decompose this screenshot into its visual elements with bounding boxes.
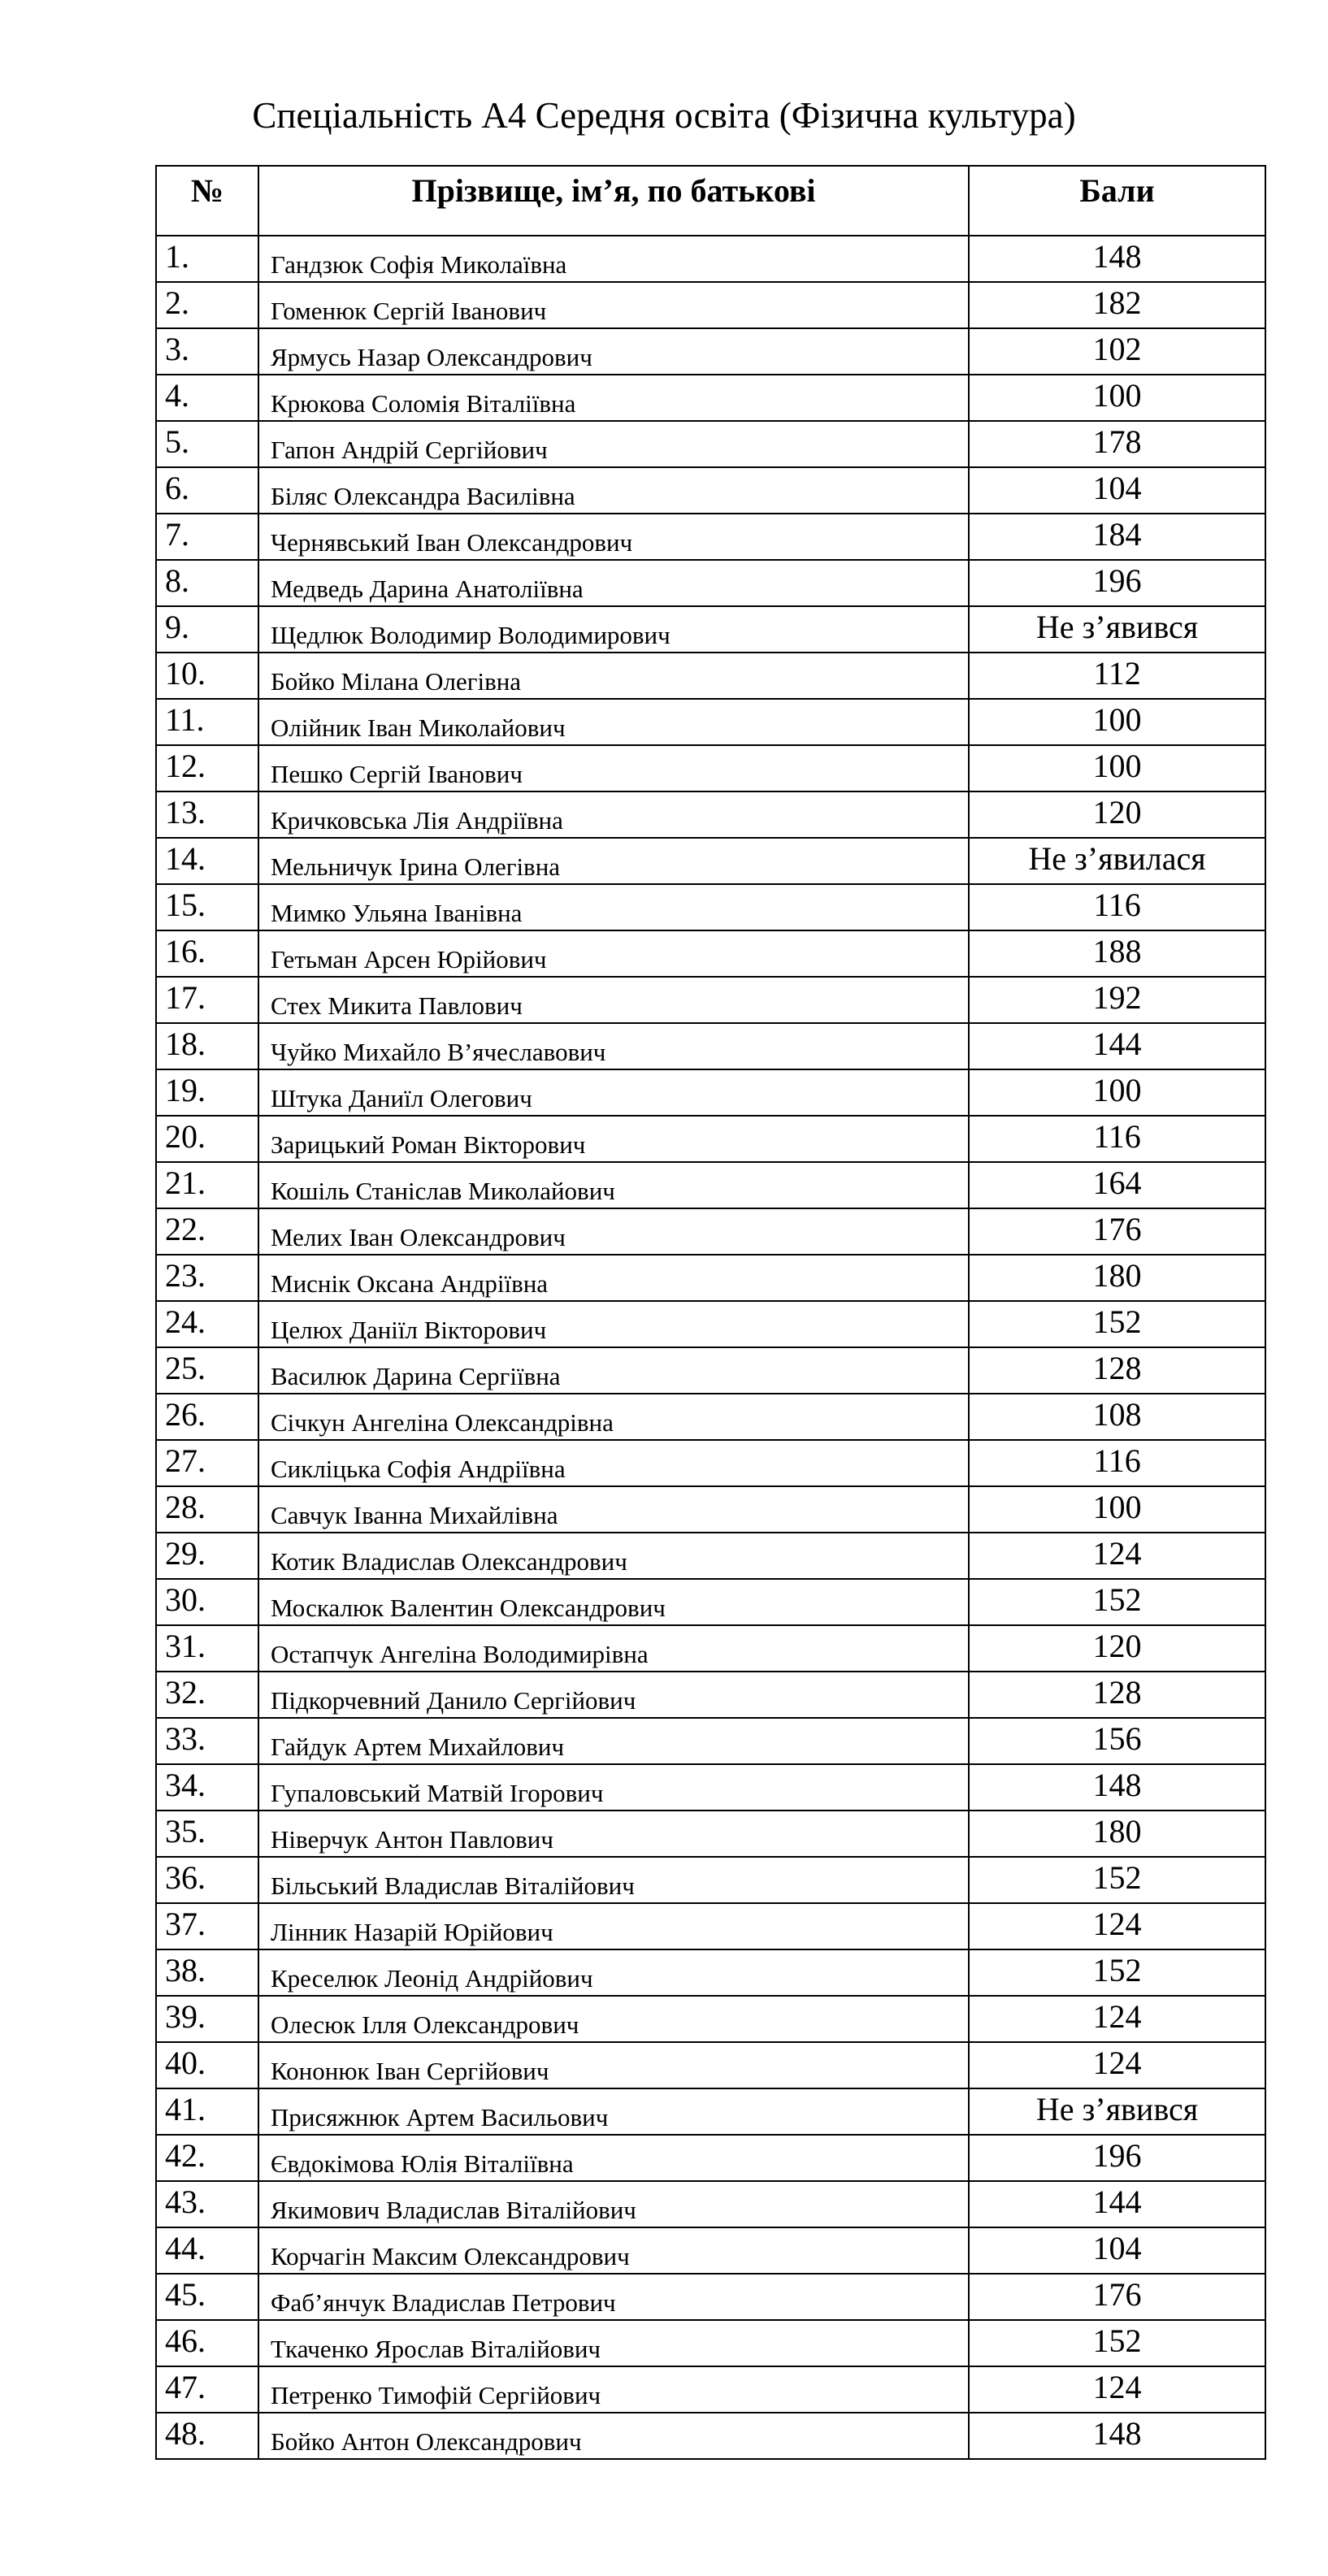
row-score: 112 (969, 653, 1265, 699)
row-score: 152 (969, 1579, 1265, 1625)
row-number: 2. (156, 282, 258, 328)
row-full-name: Олійник Іван Миколайович (258, 699, 969, 745)
row-number: 10. (156, 653, 258, 699)
row-score: 116 (969, 1116, 1265, 1162)
row-number: 3. (156, 328, 258, 375)
row-score: 184 (969, 514, 1265, 560)
row-full-name: Олесюк Ілля Олександрович (258, 1996, 969, 2042)
row-full-name: Крюкова Соломія Віталіївна (258, 375, 969, 421)
table-row (156, 884, 1265, 930)
row-number: 48. (156, 2413, 258, 2459)
row-score: 100 (969, 745, 1265, 791)
row-full-name: Гайдук Артем Михайлович (258, 1718, 969, 1764)
row-full-name: Гетьман Арсен Юрійович (258, 930, 969, 977)
table-row (156, 1579, 1265, 1625)
row-full-name: Мельничук Ірина Олегівна (258, 838, 969, 884)
table-row (156, 745, 1265, 791)
table-row (156, 1672, 1265, 1718)
row-score: 116 (969, 1440, 1265, 1486)
row-full-name: Миснік Оксана Андріївна (258, 1255, 969, 1301)
row-score: 180 (969, 1811, 1265, 1857)
row-number: 1. (156, 236, 258, 282)
row-full-name: Целюх Даніїл Вікторович (258, 1301, 969, 1347)
row-score: 144 (969, 1023, 1265, 1069)
row-number: 5. (156, 421, 258, 467)
row-full-name: Щедлюк Володимир Володимирович (258, 606, 969, 653)
row-number: 46. (156, 2320, 258, 2366)
row-full-name: Кричковська Лія Андріївна (258, 791, 969, 838)
page-title: Спеціальність А4 Середня освіта (Фізична культура) (252, 95, 1076, 136)
row-full-name: Корчагін Максим Олександрович (258, 2227, 969, 2274)
row-full-name: Євдокімова Юлія Віталіївна (258, 2135, 969, 2181)
row-full-name: Мелих Іван Олександрович (258, 1208, 969, 1255)
row-full-name: Зарицький Роман Вікторович (258, 1116, 969, 1162)
table-row (156, 1533, 1265, 1579)
table-row (156, 1023, 1265, 1069)
row-number: 23. (156, 1255, 258, 1301)
table-row (156, 1116, 1265, 1162)
row-score: 100 (969, 1069, 1265, 1116)
row-score: 128 (969, 1672, 1265, 1718)
row-full-name: Креселюк Леонід Андрійович (258, 1949, 969, 1996)
row-number: 18. (156, 1023, 258, 1069)
row-full-name: Пешко Сергій Іванович (258, 745, 969, 791)
row-full-name: Якимович Владислав Віталійович (258, 2181, 969, 2227)
row-score: 148 (969, 1764, 1265, 1811)
row-score: 180 (969, 1255, 1265, 1301)
row-score: Не з’явився (969, 606, 1265, 653)
row-number: 15. (156, 884, 258, 930)
row-full-name: Кононюк Іван Сергійович (258, 2042, 969, 2088)
row-full-name: Ярмусь Назар Олександрович (258, 328, 969, 375)
table-row (156, 2181, 1265, 2227)
row-score: 124 (969, 1903, 1265, 1949)
row-number: 25. (156, 1347, 258, 1394)
table-row (156, 421, 1265, 467)
table-row (156, 1811, 1265, 1857)
row-score: 196 (969, 2135, 1265, 2181)
row-full-name: Медведь Дарина Анатоліївна (258, 560, 969, 606)
table-row (156, 1949, 1265, 1996)
row-full-name: Петренко Тимофій Сергійович (258, 2366, 969, 2413)
table-row (156, 699, 1265, 745)
row-full-name: Мимко Ульяна Іванівна (258, 884, 969, 930)
table-row (156, 1069, 1265, 1116)
row-score: 104 (969, 467, 1265, 514)
row-number: 24. (156, 1301, 258, 1347)
results-table (155, 165, 1266, 2460)
row-score: 128 (969, 1347, 1265, 1394)
row-number: 37. (156, 1903, 258, 1949)
row-number: 31. (156, 1625, 258, 1672)
row-full-name: Василюк Дарина Сергіївна (258, 1347, 969, 1394)
row-full-name: Підкорчевний Данило Сергійович (258, 1672, 969, 1718)
row-score: 192 (969, 977, 1265, 1023)
row-score: 108 (969, 1394, 1265, 1440)
table-row (156, 653, 1265, 699)
table-row (156, 1718, 1265, 1764)
row-score: 148 (969, 2413, 1265, 2459)
row-full-name: Біляс Олександра Василівна (258, 467, 969, 514)
row-number: 11. (156, 699, 258, 745)
row-full-name: Гупаловський Матвій Ігорович (258, 1764, 969, 1811)
row-number: 21. (156, 1162, 258, 1208)
row-score: Не з’явився (969, 2088, 1265, 2135)
table-row (156, 1625, 1265, 1672)
table-row (156, 977, 1265, 1023)
table-row (156, 1162, 1265, 1208)
row-full-name: Гоменюк Сергій Іванович (258, 282, 969, 328)
row-full-name: Сикліцька Софія Андріївна (258, 1440, 969, 1486)
row-number: 45. (156, 2274, 258, 2320)
table-row (156, 1301, 1265, 1347)
table-header (156, 166, 1265, 236)
row-number: 32. (156, 1672, 258, 1718)
table-row (156, 328, 1265, 375)
table-row (156, 1764, 1265, 1811)
row-score: 124 (969, 1996, 1265, 2042)
table-row (156, 2042, 1265, 2088)
row-full-name: Більський Владислав Віталійович (258, 1857, 969, 1903)
row-score: 152 (969, 2320, 1265, 2366)
row-full-name: Ткаченко Ярослав Віталійович (258, 2320, 969, 2366)
row-score: 100 (969, 375, 1265, 421)
row-full-name: Фаб’янчук Владислав Петрович (258, 2274, 969, 2320)
header-row (156, 166, 1265, 236)
table-row (156, 2274, 1265, 2320)
header-score: Бали (969, 166, 1265, 236)
row-number: 43. (156, 2181, 258, 2227)
row-full-name: Гандзюк Софія Миколаївна (258, 236, 969, 282)
row-number: 4. (156, 375, 258, 421)
header-number: № (156, 166, 258, 236)
table-row (156, 2135, 1265, 2181)
row-full-name: Москалюк Валентин Олександрович (258, 1579, 969, 1625)
row-score: 152 (969, 1949, 1265, 1996)
row-score: 196 (969, 560, 1265, 606)
row-number: 26. (156, 1394, 258, 1440)
table-row (156, 1486, 1265, 1533)
table-row (156, 791, 1265, 838)
row-score: 152 (969, 1301, 1265, 1347)
row-number: 19. (156, 1069, 258, 1116)
row-full-name: Ніверчук Антон Павлович (258, 1811, 969, 1857)
row-number: 20. (156, 1116, 258, 1162)
table-row (156, 1347, 1265, 1394)
table-row (156, 606, 1265, 653)
row-number: 9. (156, 606, 258, 653)
row-number: 28. (156, 1486, 258, 1533)
row-score: 156 (969, 1718, 1265, 1764)
table-row (156, 1394, 1265, 1440)
row-number: 7. (156, 514, 258, 560)
table-row (156, 514, 1265, 560)
row-number: 40. (156, 2042, 258, 2088)
table-row (156, 2413, 1265, 2459)
row-score: 116 (969, 884, 1265, 930)
row-number: 33. (156, 1718, 258, 1764)
table-row (156, 375, 1265, 421)
row-full-name: Січкун Ангеліна Олександрівна (258, 1394, 969, 1440)
table-row (156, 2227, 1265, 2274)
row-score: 178 (969, 421, 1265, 467)
row-score: 104 (969, 2227, 1265, 2274)
row-score: 124 (969, 1533, 1265, 1579)
row-number: 38. (156, 1949, 258, 1996)
row-number: 34. (156, 1764, 258, 1811)
table-body (156, 236, 1265, 2459)
table-row (156, 2366, 1265, 2413)
table-row (156, 1255, 1265, 1301)
row-score: 176 (969, 1208, 1265, 1255)
row-number: 44. (156, 2227, 258, 2274)
row-score: 100 (969, 699, 1265, 745)
row-score: 124 (969, 2042, 1265, 2088)
row-number: 17. (156, 977, 258, 1023)
table-row (156, 236, 1265, 282)
row-number: 42. (156, 2135, 258, 2181)
row-number: 27. (156, 1440, 258, 1486)
row-number: 22. (156, 1208, 258, 1255)
row-score: 144 (969, 2181, 1265, 2227)
table-row (156, 560, 1265, 606)
table-row (156, 282, 1265, 328)
row-score: 148 (969, 236, 1265, 282)
row-full-name: Кошіль Станіслав Миколайович (258, 1162, 969, 1208)
row-number: 29. (156, 1533, 258, 1579)
row-number: 8. (156, 560, 258, 606)
table-row (156, 1208, 1265, 1255)
row-number: 30. (156, 1579, 258, 1625)
row-full-name: Гапон Андрій Сергійович (258, 421, 969, 467)
row-score: 120 (969, 1625, 1265, 1672)
row-full-name: Бойко Мілана Олегівна (258, 653, 969, 699)
row-score: 120 (969, 791, 1265, 838)
row-score: 124 (969, 2366, 1265, 2413)
header-name: Прізвище, ім’я, по батькові (258, 166, 969, 236)
row-score: Не з’явилася (969, 838, 1265, 884)
table-row (156, 1903, 1265, 1949)
table-row (156, 2088, 1265, 2135)
row-score: 102 (969, 328, 1265, 375)
table-row (156, 1857, 1265, 1903)
row-full-name: Савчук Іванна Михайлівна (258, 1486, 969, 1533)
row-number: 47. (156, 2366, 258, 2413)
row-score: 164 (969, 1162, 1265, 1208)
table-row (156, 1440, 1265, 1486)
table-row (156, 2320, 1265, 2366)
table-row (156, 930, 1265, 977)
row-full-name: Бойко Антон Олександрович (258, 2413, 969, 2459)
row-number: 6. (156, 467, 258, 514)
table-row (156, 467, 1265, 514)
row-number: 35. (156, 1811, 258, 1857)
row-score: 152 (969, 1857, 1265, 1903)
row-number: 12. (156, 745, 258, 791)
table-row (156, 838, 1265, 884)
row-number: 41. (156, 2088, 258, 2135)
row-score: 188 (969, 930, 1265, 977)
row-score: 100 (969, 1486, 1265, 1533)
row-number: 39. (156, 1996, 258, 2042)
row-full-name: Лінник Назарій Юрійович (258, 1903, 969, 1949)
row-number: 13. (156, 791, 258, 838)
row-number: 16. (156, 930, 258, 977)
row-number: 14. (156, 838, 258, 884)
row-full-name: Чуйко Михайло В’ячеславович (258, 1023, 969, 1069)
row-score: 176 (969, 2274, 1265, 2320)
row-score: 182 (969, 282, 1265, 328)
row-full-name: Штука Даниїл Олегович (258, 1069, 969, 1116)
row-full-name: Присяжнюк Артем Васильович (258, 2088, 969, 2135)
row-full-name: Остапчук Ангеліна Володимирівна (258, 1625, 969, 1672)
row-number: 36. (156, 1857, 258, 1903)
row-full-name: Стех Микита Павлович (258, 977, 969, 1023)
row-full-name: Чернявський Іван Олександрович (258, 514, 969, 560)
row-full-name: Котик Владислав Олександрович (258, 1533, 969, 1579)
table-row (156, 1996, 1265, 2042)
